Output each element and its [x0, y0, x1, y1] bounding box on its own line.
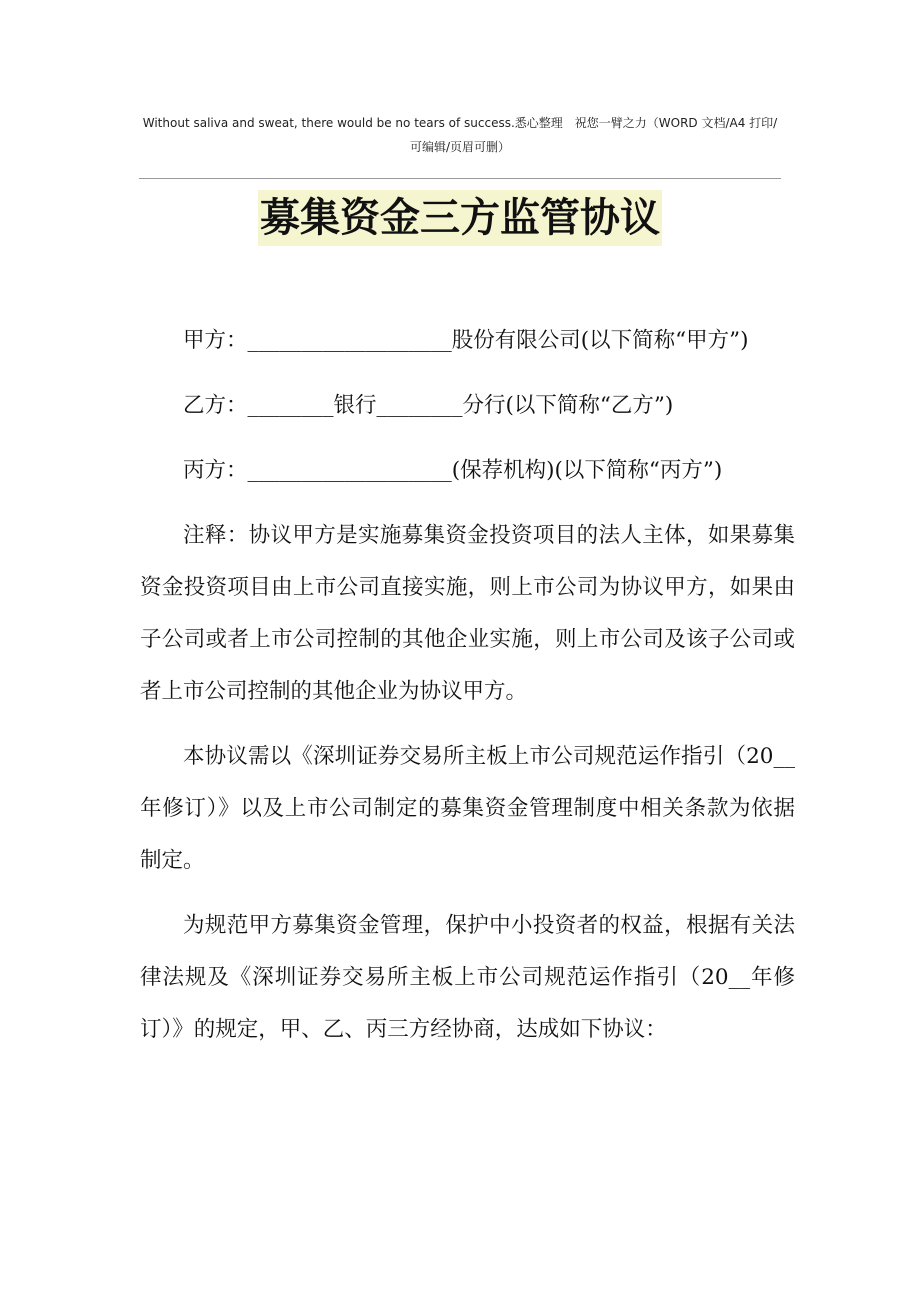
note-paragraph: 注释：协议甲方是实施募集资金投资项目的法人主体，如果募集资金投资项目由上市公司直接实施，则上市公司为协议甲方，如果由子公司或者上市公司控制的其他企业实施，则上市公司及该子公司或者上市公司控制的其他企业为协议甲方。	[140, 523, 795, 704]
party-b-paragraph: 乙方：________银行________分行(以下简称“乙方”)	[183, 393, 674, 418]
header-line-1: Without saliva and sweat, there would be no tears of success.悉心整理 祝您一臂之力（WORD 文档/A4 打印/	[142, 116, 778, 130]
page-header	[100, 111, 820, 159]
document-body	[140, 315, 795, 1069]
title-container	[0, 190, 920, 246]
header-divider	[139, 178, 781, 179]
party-a-paragraph: 甲方：___________________股份有限公司(以下简称“甲方”)	[183, 328, 749, 353]
purpose-paragraph: 为规范甲方募集资金管理，保护中小投资者的权益，根据有关法律法规及《深圳证券交易所主板上市公司规范运作指引（20__年修订）》的规定，甲、乙、丙三方经协商，达成如下协议：	[140, 913, 795, 1042]
party-c-paragraph: 丙方：___________________(保荐机构)(以下简称“丙方”)	[183, 458, 723, 483]
basis-paragraph: 本协议需以《深圳证券交易所主板上市公司规范运作指引（20__年修订）》以及上市公司制定的募集资金管理制度中相关条款为依据制定。	[140, 744, 795, 873]
header-line-2: 可编辑/页眉可删）	[409, 140, 511, 154]
document-title: 募集资金三方监管协议	[258, 190, 662, 246]
